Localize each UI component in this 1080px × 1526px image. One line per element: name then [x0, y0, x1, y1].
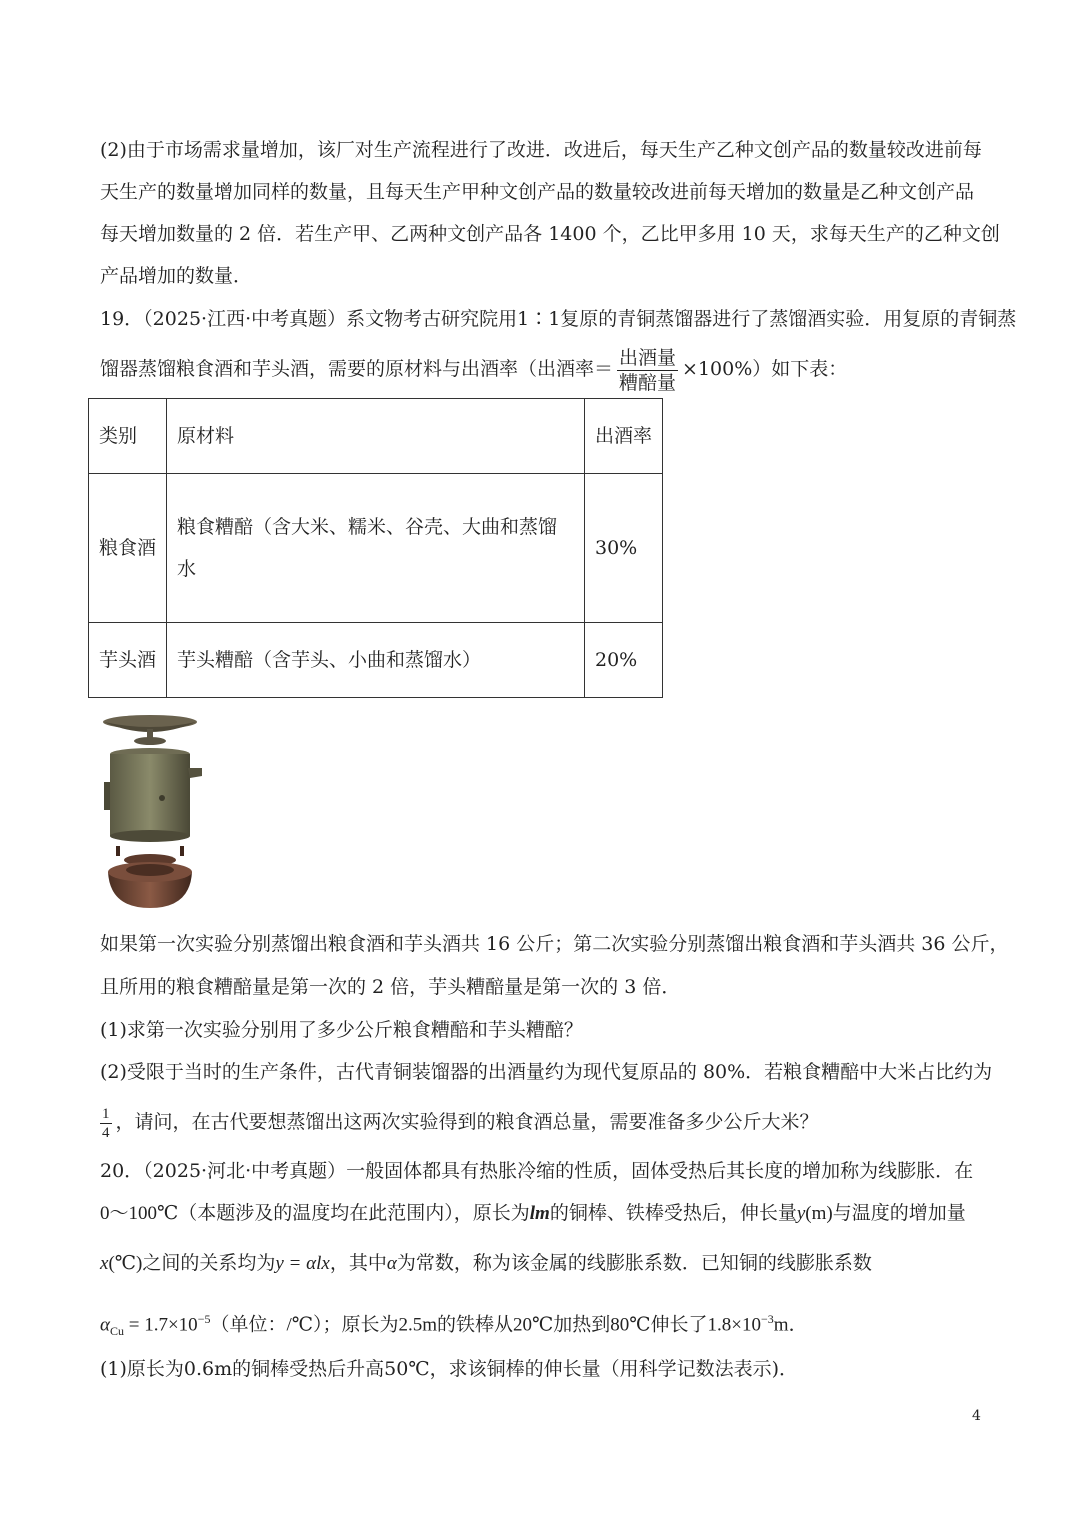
q19-line2-text-b: ×100%）如下表： — [682, 358, 848, 380]
q20-alpha-cu: α — [100, 1314, 110, 1336]
q20-formula: y = αlx — [275, 1253, 330, 1274]
row-grain-category: 粮食酒 — [89, 474, 167, 623]
q19-sub2-line1: (2)受限于当时的生产条件，古代青铜装馏器的出酒量约为现代复原品的 80%．若粮食糟醅中大米占比约为 — [100, 1061, 993, 1083]
q19-sub2-line2-text: ，请问，在古代要想蒸馏出这两次实验得到的粮食酒总量，需要准备多少公斤大米？ — [115, 1111, 819, 1133]
distiller-top-basin — [103, 715, 197, 745]
yield-rate-fraction — [617, 346, 678, 395]
header-category: 类别 — [89, 399, 167, 474]
table-row — [89, 474, 663, 623]
rice-fraction-denominator: 4 — [102, 1124, 110, 1141]
row-grain-materials: 粮食糟醅（含大米、糯米、谷壳、大曲和蒸馏水 — [167, 474, 585, 623]
prev-part2-line2: 天生产的数量增加同样的数量，且每天生产甲种文创产品的数量较改进前每天增加的数量是乙种文创产品 — [100, 181, 975, 203]
yield-fraction-denominator: 糟醅量 — [619, 371, 677, 394]
q20-line2 — [100, 1199, 966, 1228]
header-yield: 出酒率 — [585, 399, 663, 474]
header-materials: 原材料 — [167, 399, 585, 474]
q20-exp2: −3 — [761, 1312, 774, 1326]
bronze-distiller-image — [100, 712, 210, 912]
rice-ratio-fraction — [100, 1105, 112, 1142]
q19-sub2-line2 — [100, 1098, 819, 1146]
q20-line4-text-b: （单位：/℃）；原长为2.5m的铁棒从20℃加热到80℃伸长了1.8×10 — [210, 1314, 762, 1336]
q20-line3-text-b: ，其中 — [329, 1252, 387, 1274]
q20-line2-text-c: (m)与温度的增加量 — [805, 1203, 966, 1224]
prev-part2-line3: 每天增加数量的 2 倍．若生产甲、乙两种文创产品各 1400 个，乙比甲多用 10 天，求每天生产的乙种文创 — [100, 223, 1000, 245]
q20-var-x: x — [100, 1253, 109, 1274]
q20-line4-text-a: = 1.7×10 — [124, 1314, 198, 1336]
materials-table — [88, 398, 663, 698]
page-number: 4 — [972, 1408, 981, 1424]
q20-alpha: α — [386, 1253, 397, 1274]
q20-var-y: y — [796, 1203, 806, 1224]
table-header-row — [89, 399, 663, 474]
q20-line1: 20．（2025·河北·中考真题）一般固体都具有热胀冷缩的性质，固体受热后其长度的增加称为线膨胀．在 — [100, 1160, 974, 1182]
table-row — [89, 622, 663, 697]
distiller-bottom-pot — [108, 846, 192, 908]
row-taro-yield: 20% — [585, 622, 663, 697]
distiller-middle-body — [104, 748, 202, 842]
q20-line2-text-a: 0～100℃（本题涉及的温度均在此范围内），原长为 — [100, 1203, 530, 1224]
prev-part2-line4: 产品增加的数量． — [100, 265, 253, 287]
q20-line3 — [100, 1249, 872, 1278]
q19-line4: 且所用的粮食糟醅量是第一次的 2 倍，芋头糟醅量是第一次的 3 倍． — [100, 976, 681, 998]
q20-exp1: −5 — [197, 1312, 211, 1326]
prev-part2-line1: (2)由于市场需求量增加，该厂对生产流程进行了改进．改进后，每天生产乙种文创产品的数量较改进前每 — [100, 139, 982, 161]
q19-line3: 如果第一次实验分别蒸馏出粮食酒和芋头酒共 16 公斤；第二次实验分别蒸馏出粮食酒和芋头酒共 36 公斤， — [100, 933, 1009, 955]
row-grain-yield: 30% — [585, 474, 663, 623]
q19-line2-text-a: 馏器蒸馏粮食酒和芋头酒，需要的原材料与出酒率（出酒率＝ — [100, 358, 614, 380]
q20-line3-text-a: (℃)之间的关系均为 — [108, 1253, 276, 1274]
rice-fraction-numerator: 1 — [102, 1105, 110, 1122]
q20-line3-text-c: 为常数，称为该金属的线膨胀系数．已知铜的线膨胀系数 — [396, 1252, 872, 1274]
q19-line1: 19．（2025·江西·中考真题）系文物考古研究院用1∶1复原的青铜蒸馏器进行了蒸馏酒实验．用复原的青铜蒸 — [100, 308, 1017, 330]
q19-sub1: (1)求第一次实验分别用了多少公斤粮食糟醅和芋头糟醅？ — [100, 1019, 583, 1041]
q20-line4 — [100, 1305, 808, 1345]
q20-cu-subscript: Cu — [109, 1324, 124, 1339]
row-taro-materials: 芋头糟醅（含芋头、小曲和蒸馏水） — [167, 622, 585, 697]
row-taro-category: 芋头酒 — [89, 622, 167, 697]
q20-line4-text-c: m． — [773, 1314, 808, 1336]
q19-line2 — [100, 344, 847, 395]
q20-sub1: (1)原长为0.6m的铜棒受热后升高50℃，求该铜棒的伸长量（用科学记数法表示)． — [100, 1358, 798, 1380]
q20-length-lm: lm — [529, 1203, 550, 1224]
q20-line2-text-b: 的铜棒、铁棒受热后，伸长量 — [549, 1202, 797, 1224]
yield-fraction-numerator: 出酒量 — [619, 346, 677, 369]
